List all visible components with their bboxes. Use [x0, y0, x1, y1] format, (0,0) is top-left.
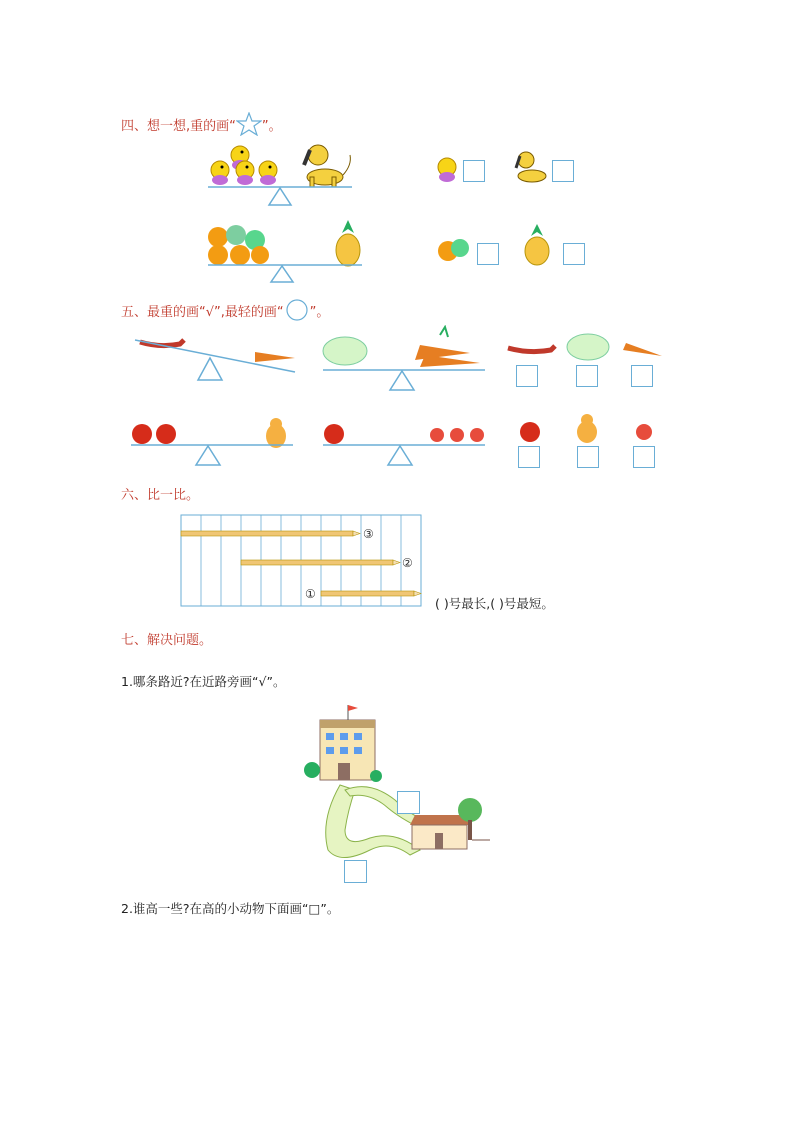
answer-box-long-path[interactable]	[344, 860, 367, 883]
section7-title: 七、解决问题。	[121, 633, 213, 648]
pencil-1	[321, 591, 421, 596]
balance-apple-strawberries	[320, 412, 490, 470]
answer-box-short-path[interactable]	[397, 791, 420, 814]
chick-icon	[434, 155, 460, 185]
section4-title-pre: 四、想一想,重的画“	[121, 119, 236, 134]
answer-box-chick[interactable]	[463, 160, 485, 182]
carrot-icon	[620, 340, 665, 360]
balance-fruit-pineapple	[200, 215, 370, 285]
orange-icon	[436, 235, 472, 265]
question-1: 1.哪条路近?在近路旁画“√”。	[121, 674, 286, 689]
section6-title: 六、比一比。	[121, 488, 200, 503]
section5-title	[121, 298, 329, 322]
strawberry-icon	[634, 420, 654, 442]
answer-box-orange[interactable]	[477, 243, 499, 265]
pencil-label-1: ①	[305, 587, 316, 601]
answer-box-dog[interactable]	[552, 160, 574, 182]
pencil-question: ( )号最长,( )号最短。	[435, 596, 554, 611]
chick-icon	[236, 161, 254, 185]
apple-icon	[517, 418, 543, 444]
pear-icon	[574, 410, 600, 444]
pencil-2	[241, 560, 400, 565]
dog-icon	[512, 148, 552, 188]
star-icon	[236, 112, 262, 136]
answer-box-pear[interactable]	[577, 446, 599, 468]
pencil-label-3: ③	[363, 527, 374, 541]
pineapple-icon	[522, 222, 552, 266]
section5-title-pre: 五、最重的画“√”,最轻的画“	[121, 305, 284, 320]
chick-icon	[211, 161, 229, 185]
chick-icon	[259, 161, 277, 185]
apple-icon	[324, 424, 344, 444]
apple-icon	[132, 424, 176, 444]
pencil-label-2: ②	[402, 556, 413, 570]
orange-icon	[208, 225, 269, 265]
cabbage-icon	[565, 332, 611, 362]
cabbage-icon	[323, 337, 367, 365]
section4-title-post: ”。	[261, 119, 282, 134]
answer-box-cabbage[interactable]	[576, 365, 598, 387]
answer-box-apple[interactable]	[518, 446, 540, 468]
pencil-3	[181, 531, 360, 536]
balance-pepper-carrot	[130, 330, 305, 385]
answer-box-strawberry[interactable]	[633, 446, 655, 468]
balance-apples-pear	[128, 412, 298, 470]
answer-box-pineapple[interactable]	[563, 243, 585, 265]
answer-box-chili[interactable]	[516, 365, 538, 387]
balance-cabbage-carrots	[320, 325, 490, 395]
answer-box-carrot[interactable]	[631, 365, 653, 387]
carrot-icon	[255, 352, 295, 362]
question-2: 2.谁高一些?在高的小动物下面画“□”。	[121, 901, 340, 916]
pineapple-icon	[336, 220, 360, 266]
house-icon	[410, 798, 490, 849]
building-icon	[304, 705, 382, 782]
balance-chicks-dog	[200, 135, 360, 210]
section4-title	[121, 112, 282, 136]
section5-title-post: ”。	[309, 305, 330, 320]
pear-icon	[266, 418, 286, 448]
circle-icon	[284, 298, 310, 322]
chili-icon	[505, 340, 557, 360]
strawberry-icon	[430, 428, 484, 442]
dog-icon	[304, 145, 350, 187]
carrot-icon	[415, 327, 480, 367]
pencil-comparison-grid	[180, 514, 422, 607]
